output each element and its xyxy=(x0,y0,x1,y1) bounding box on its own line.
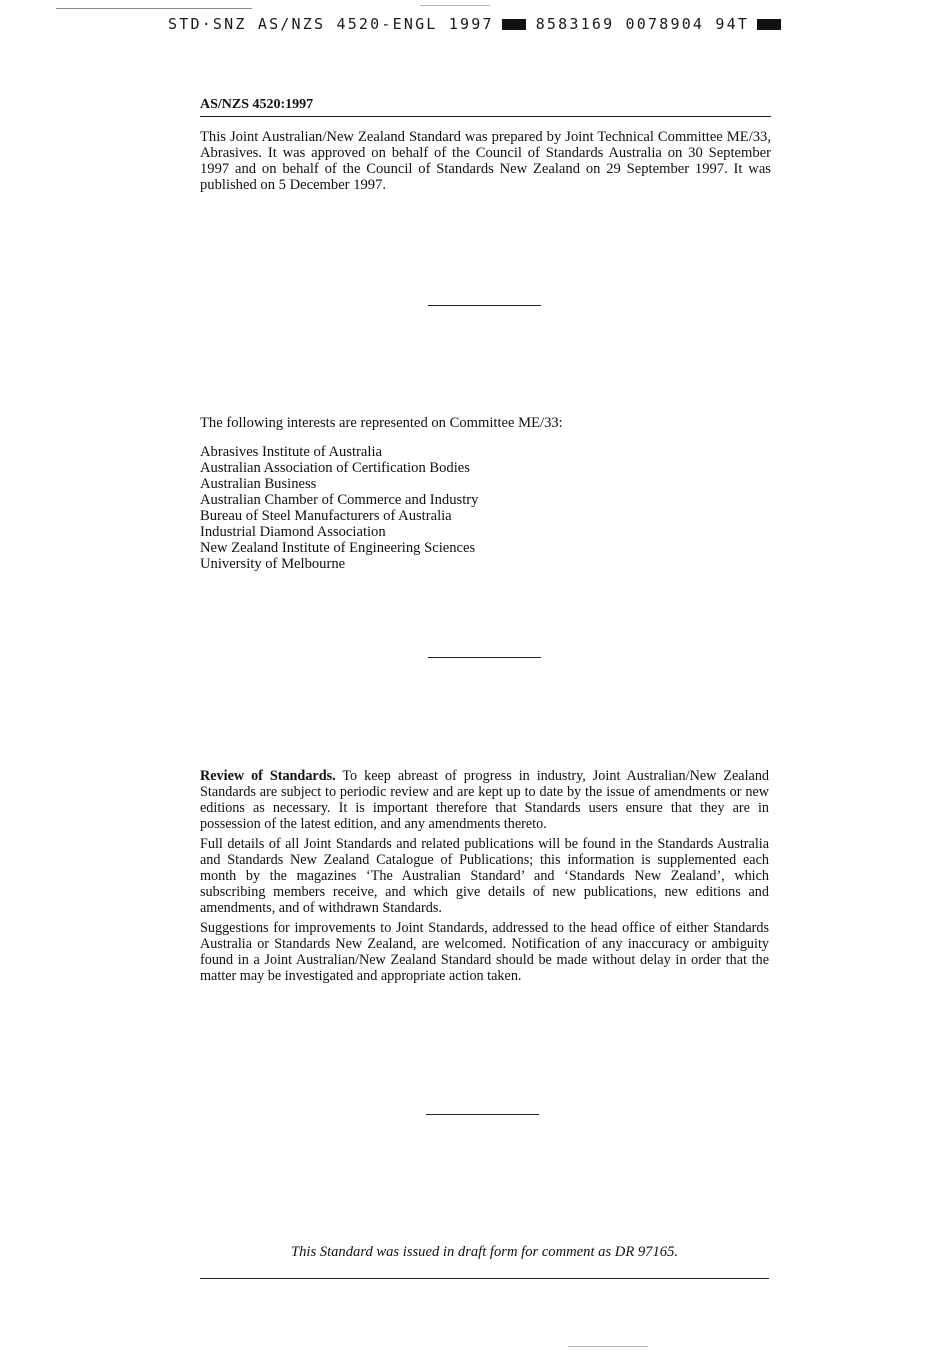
scan-rule xyxy=(56,8,252,9)
list-item: University of Melbourne xyxy=(200,556,346,572)
list-item: New Zealand Institute of Engineering Sciences xyxy=(200,540,476,556)
review-of-standards xyxy=(200,768,769,988)
document-id: AS/NZS 4520:1997 xyxy=(200,97,314,112)
list-item: Australian Association of Certification Bodies xyxy=(200,460,470,476)
black-block-mark xyxy=(757,19,781,30)
list-item: Bureau of Steel Manufacturers of Australia xyxy=(200,508,452,524)
list-item: Australian Business xyxy=(200,476,317,492)
scan-header-code: STD·SNZ AS/NZS 4520-ENGL 1997 xyxy=(168,15,494,33)
header-rule xyxy=(200,116,771,117)
interests-list xyxy=(200,444,478,572)
scan-header-barcode: 8583169 0078904 94T xyxy=(535,15,750,33)
review-paragraph xyxy=(200,768,769,832)
preparation-statement: This Joint Australian/New Zealand Standard was prepared by Joint Technical Committee ME/33, Abrasives. It was approved on behalf of the Council of Standards Australia on 30 September 1997 and on behalf of the Council of Standards New Zealand on 29 September 1997. It was published on 5 December 1997. xyxy=(200,129,771,193)
scan-rule xyxy=(568,1346,648,1347)
review-text: To keep abreast of progress in industry, Joint Australian/New Zealand Standards are subject to periodic review and are kept up to date by the issue of amendments or new editions as necessary. It is important therefore that Standards users ensure that they are in possession of the latest edition, and any amendments thereto. xyxy=(200,768,770,832)
footer-rule xyxy=(200,1278,769,1279)
list-item: Industrial Diamond Association xyxy=(200,524,386,540)
review-heading: Review of Standards. xyxy=(200,768,336,784)
list-item: Abrasives Institute of Australia xyxy=(200,444,382,460)
scan-rule xyxy=(420,5,490,6)
scan-header xyxy=(168,13,808,35)
suggestions-paragraph: Suggestions for improvements to Joint Standards, addressed to the head office of either Standards Australia or Standards New Zealand, are welcomed. Notification of any inaccuracy or ambiguity found in a Joint Australian/New Zealand Standard should be made without delay in order that the matter may be investigated and appropriate action taken. xyxy=(200,920,769,984)
list-item: Australian Chamber of Commerce and Industry xyxy=(200,492,479,508)
section-divider xyxy=(428,305,541,306)
catalogue-paragraph: Full details of all Joint Standards and related publications will be found in the Standards Australia and Standards New Zealand Catalogue of Publications; this information is supplemented each month by the magazines ‘The Australian Standard’ and ‘Standards New Zealand’, which subscribing members receive, and which give details of new publications, new editions and amendments, and of withdrawn Standards. xyxy=(200,836,769,916)
section-divider xyxy=(428,657,541,658)
draft-note: This Standard was issued in draft form for comment as DR 97165. xyxy=(290,1244,679,1260)
interests-heading: The following interests are represented on Committee ME/33: xyxy=(200,415,563,431)
black-block-mark xyxy=(502,19,526,30)
section-divider xyxy=(426,1114,539,1115)
